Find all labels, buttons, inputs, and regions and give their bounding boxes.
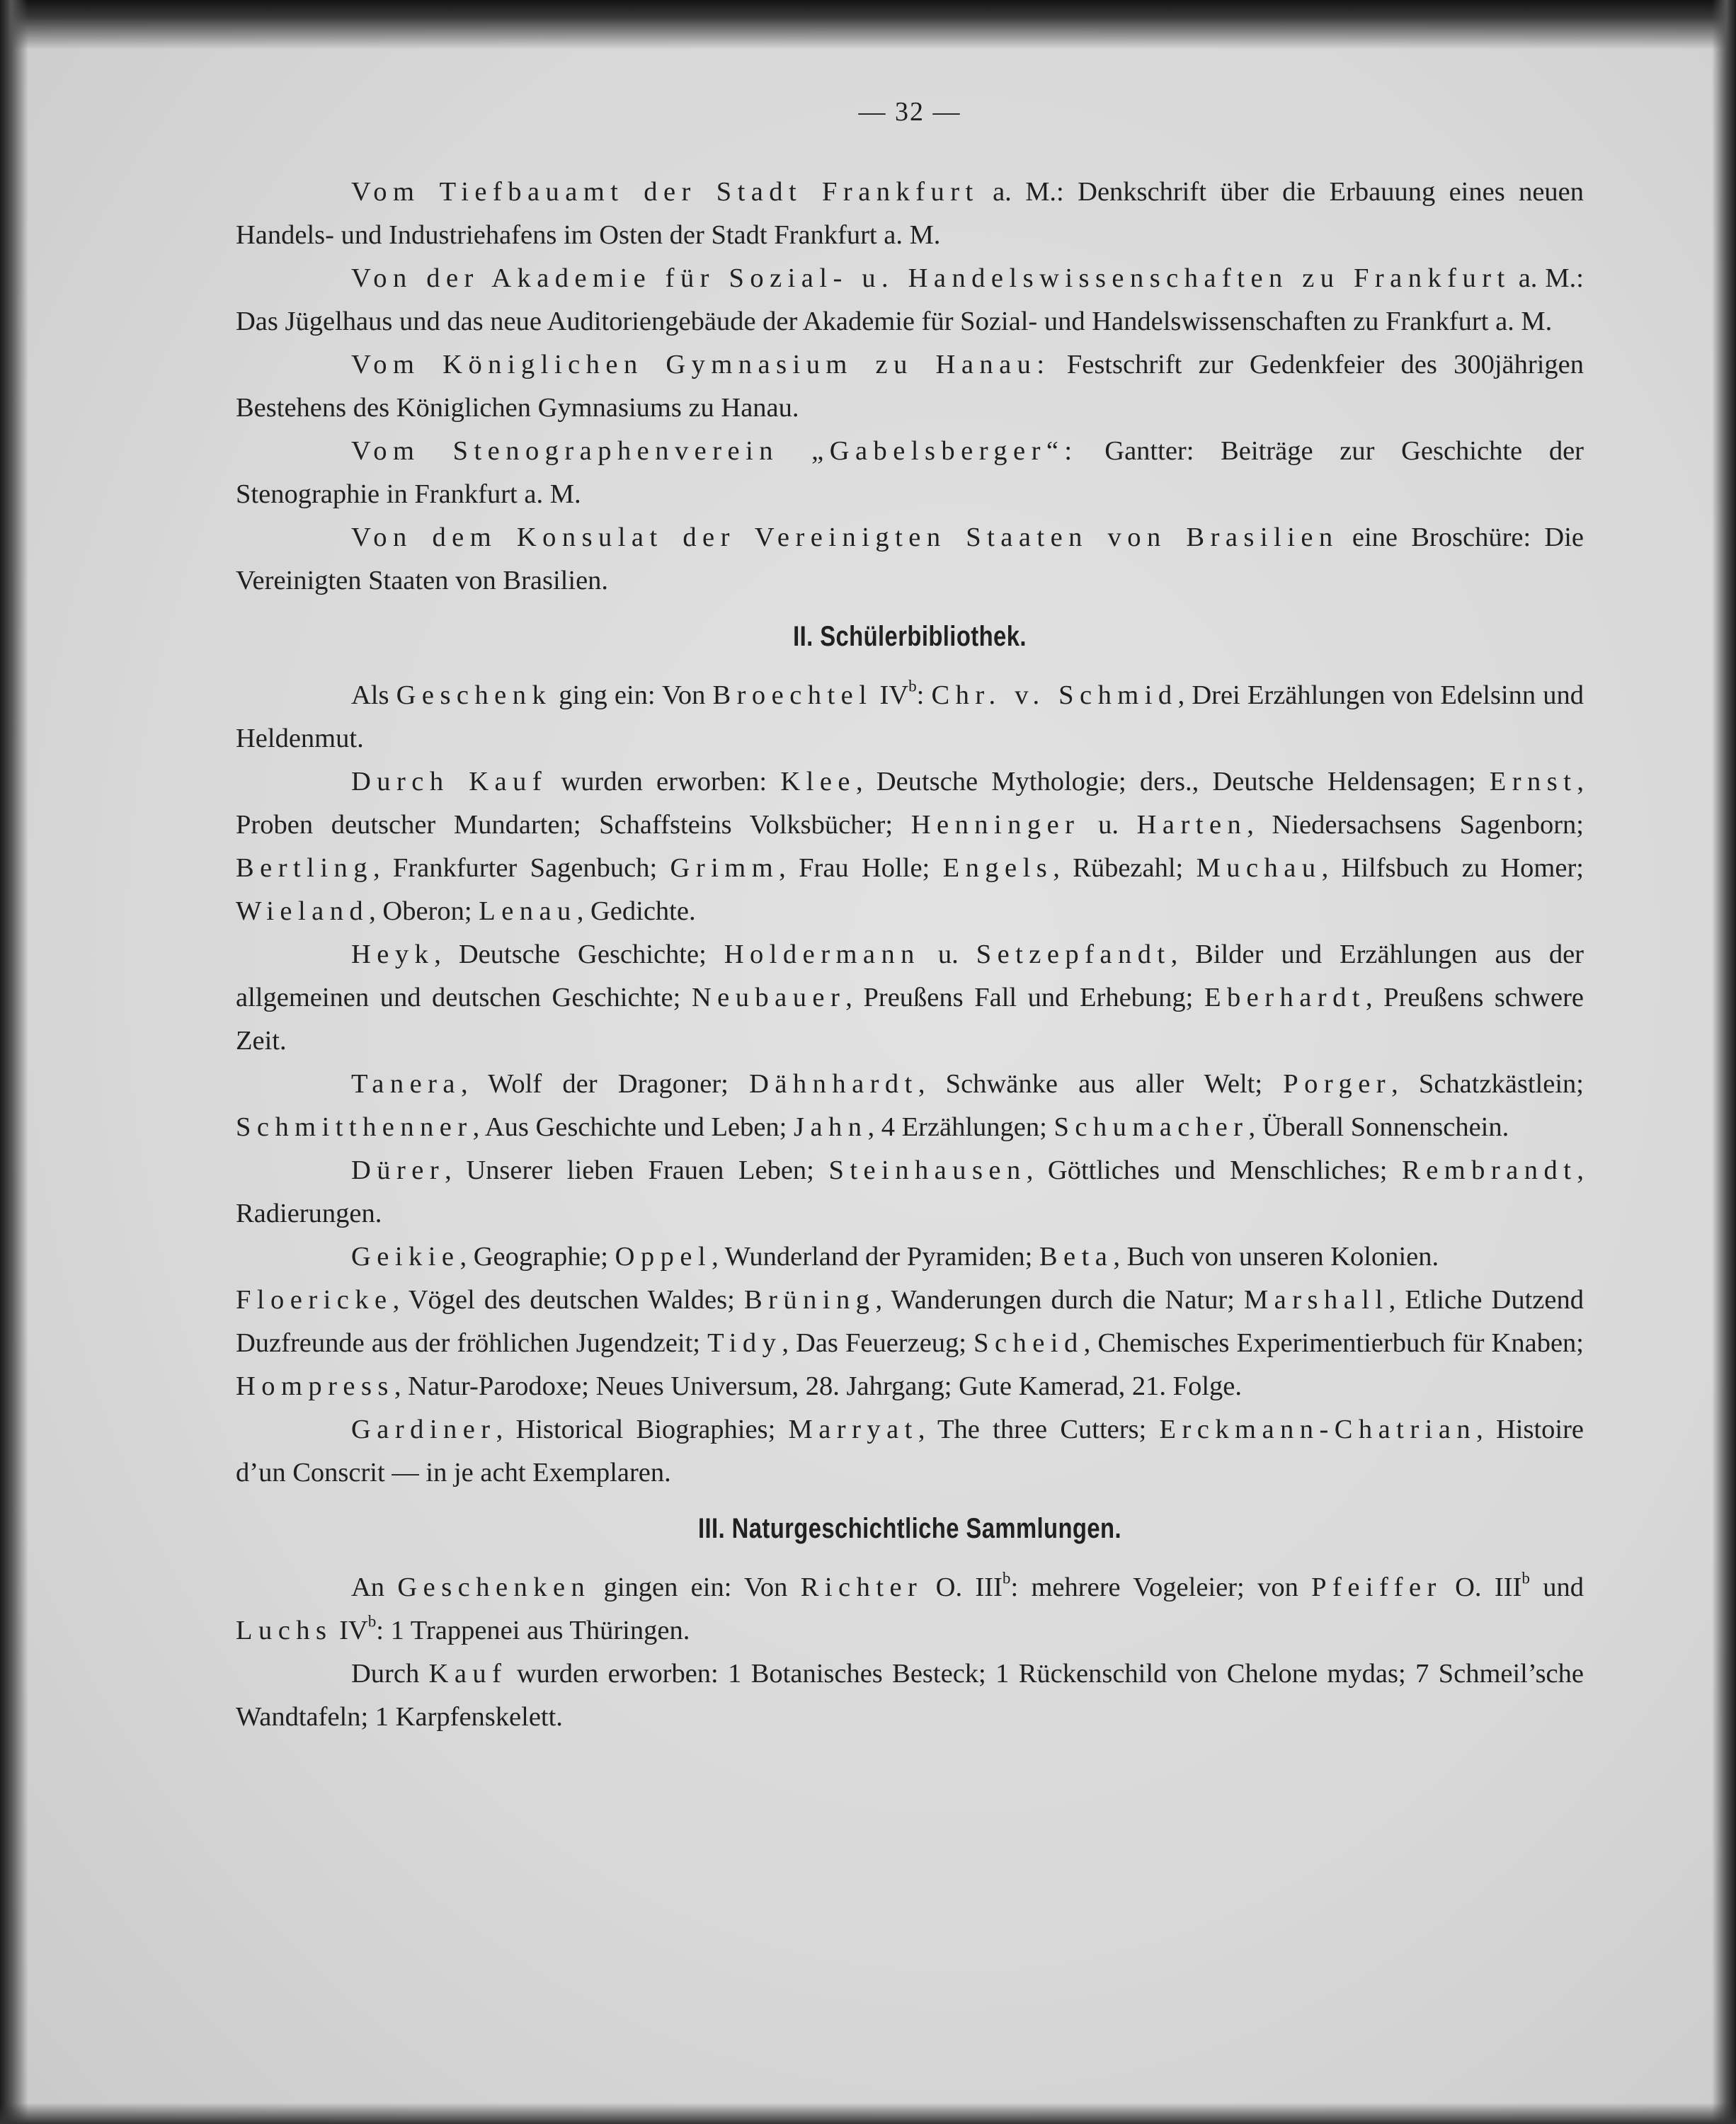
text-run: : 1 Trappenei aus Thüringen. xyxy=(376,1616,690,1645)
author-name: Geikie xyxy=(351,1242,460,1272)
author-name: Oppel xyxy=(615,1242,712,1272)
paragraph-text: a. M.: Das Jügelhaus und das neue Auditoriengebäude der Akademie für Sozial- und Handelswissenschaften zu Frankfurt a. M. xyxy=(236,263,1584,336)
text-run: gingen ein: Von xyxy=(590,1572,801,1602)
paragraph xyxy=(236,1149,1584,1235)
author-name: Tidy xyxy=(707,1328,782,1358)
text-run: , Rübezahl; xyxy=(1053,853,1197,883)
text-run: , Frankfurter Sagenbuch; xyxy=(372,853,670,883)
text-run: , Deutsche Geschichte; xyxy=(434,940,724,969)
paragraph xyxy=(236,430,1584,516)
author-name: Schumacher xyxy=(1053,1112,1249,1142)
author-name: Schmitthenner xyxy=(236,1112,473,1142)
class-label: O. III xyxy=(1441,1572,1522,1602)
text-run: , Vögel des deutschen Waldes; xyxy=(392,1285,744,1315)
class-label: IV xyxy=(872,680,909,710)
text-run: , Aus Geschichte und Leben; xyxy=(472,1112,794,1142)
text-run: u. xyxy=(1080,810,1137,840)
text-run: , Unserer lieben Frauen Leben; xyxy=(445,1155,829,1185)
text-run: , Hilfsbuch zu Homer; xyxy=(1321,853,1584,883)
section-heading-schuelerbibliothek: II. Schülerbibliothek. xyxy=(793,621,1027,652)
text-run: , Überall Sonnenschein. xyxy=(1248,1112,1509,1142)
text-run: , Etliche Dutzend Duzfreunde aus der fröhlichen Jugendzeit; xyxy=(236,1285,1584,1358)
author-name: Ernst xyxy=(1489,767,1577,796)
scan-shadow-bottom xyxy=(0,2103,1736,2124)
text-run: , Schwänke aus aller Welt; xyxy=(918,1069,1284,1099)
paragraph xyxy=(236,257,1584,343)
author-name: Marryat xyxy=(788,1415,918,1444)
author-name: Eberhardt xyxy=(1204,983,1366,1012)
paragraph xyxy=(236,760,1584,933)
author-name: Wieland xyxy=(236,896,370,926)
text-run: , 4 Erzählungen; xyxy=(867,1112,1054,1142)
spaced-term: Geschenk xyxy=(396,680,552,710)
class-label: O. III xyxy=(923,1572,1003,1602)
text-run: , Buch von unseren Kolonien. xyxy=(1113,1242,1439,1272)
author-name: Brüning xyxy=(743,1285,876,1315)
donor-name: Vom Tiefbauamt der Stadt Frankfurt xyxy=(351,177,979,207)
paragraph-text: a. M.: Denkschrift über die Erbauung eines neuen Handels- und Industriehafens im Osten der Stadt Frankfurt a. M. xyxy=(236,177,1584,250)
paragraph xyxy=(236,1279,1584,1408)
text-run: wurden erworben: xyxy=(547,767,781,796)
class-superscript: b xyxy=(1002,1568,1011,1587)
author-name: Jahn xyxy=(794,1112,868,1142)
author-name: Harten xyxy=(1136,810,1247,840)
person-name: Pfeiffer xyxy=(1311,1572,1442,1602)
author-name: Klee xyxy=(780,767,856,796)
text-run: Durch xyxy=(351,1659,429,1689)
text-run: , Frau Holle; xyxy=(779,853,943,883)
text-run: : mehrere Vogeleier; von xyxy=(1010,1572,1312,1602)
author-name: Scheid xyxy=(973,1328,1084,1358)
class-superscript: b xyxy=(1521,1568,1530,1587)
text-run: , Deutsche Mythologie; ders., Deutsche Heldensagen; xyxy=(855,767,1490,796)
text-run: wurden erworben: 1 Botanisches Besteck; 1 Rückenschild von Chelone mydas; 7 Schmeil’sche Wandtafeln; 1 Karpfenskelett. xyxy=(236,1659,1584,1732)
paragraph-text: Gantter: Beiträge zur Geschichte der Stenographie in Frankfurt a. M. xyxy=(236,436,1584,509)
paragraph-text: eine Broschüre: Die Vereinigten Staaten von Brasilien. xyxy=(236,523,1584,595)
author-name: Lenau xyxy=(479,896,577,926)
text-run: , Chemisches Experimentierbuch für Knaben; xyxy=(1083,1328,1584,1358)
paragraph xyxy=(236,1235,1584,1279)
author-name: Steinhausen xyxy=(828,1155,1027,1185)
author-name: Erckmann-Chatrian xyxy=(1159,1415,1477,1444)
paragraph xyxy=(236,1063,1584,1149)
author-name: Dürer xyxy=(351,1155,445,1185)
text-run: , Schatzkästlein; xyxy=(1391,1069,1584,1099)
text-run: , Göttliches und Menschliches; xyxy=(1026,1155,1403,1185)
text-run: , Preußens Fall und Erhebung; xyxy=(845,983,1204,1012)
donor-name: Von der Akademie für Sozial- u. Handelswissenschaften zu Frankfurt xyxy=(351,263,1511,293)
text-run: , Oberon; xyxy=(369,896,479,926)
page-number: — 32 — xyxy=(858,97,961,127)
donor-name: Vom Stenographenverein „Gabelsberger“: xyxy=(351,436,1078,466)
author-name: Hompress xyxy=(236,1371,394,1401)
author-name: Setzepfandt xyxy=(976,940,1171,969)
person-name: Broechtel xyxy=(712,680,873,710)
author-name: Grimm xyxy=(670,853,780,883)
text-run: , Histoire d’un Conscrit — in je acht Exemplaren. xyxy=(236,1415,1584,1488)
author-name: Gardiner xyxy=(351,1415,496,1444)
author-name: Floericke xyxy=(236,1285,393,1315)
text-run: , Radierungen. xyxy=(236,1155,1584,1228)
text-run: , Natur-Parodoxe; Neues Universum, 28. Jahrgang; Gute Kamerad, 21. Folge. xyxy=(394,1371,1242,1401)
author-name: Engels xyxy=(942,853,1053,883)
text-run: , Historical Biographies; xyxy=(496,1415,789,1444)
spaced-term: Durch Kauf xyxy=(351,767,548,796)
text-run: ging ein: Von xyxy=(552,680,713,710)
person-name: Luchs xyxy=(236,1616,333,1645)
text-run: : xyxy=(916,680,932,710)
paragraph xyxy=(236,516,1584,603)
donor-name: Vom Königlichen Gymnasium zu Hanau: xyxy=(351,350,1051,379)
text-run: , Bilder und Erzählungen aus der allgemeinen und deutschen Geschichte; xyxy=(236,940,1584,1012)
paragraph xyxy=(236,1652,1584,1739)
author-name: Muchau xyxy=(1196,853,1322,883)
section-heading-naturgeschichtliche-sammlungen: III. Naturgeschichtliche Sammlungen. xyxy=(697,1513,1122,1544)
author-name: Beta xyxy=(1039,1242,1114,1272)
text-run: u. xyxy=(920,940,976,969)
text-run: , Preußens schwere Zeit. xyxy=(236,983,1584,1056)
author-name: Chr. v. Schmid xyxy=(931,680,1178,710)
scan-shadow-top xyxy=(0,0,1736,50)
paragraph-text: Festschrift zur Gedenkfeier des 300jährigen Bestehens des Königlichen Gymnasiums zu Hanau. xyxy=(236,350,1584,423)
text-run: An xyxy=(351,1572,398,1602)
author-name: Bertling xyxy=(236,853,373,883)
text-run: , Wunderland der Pyramiden; xyxy=(712,1242,1039,1272)
person-name: Richter xyxy=(800,1572,923,1602)
scan-shadow-right xyxy=(1712,0,1736,2124)
author-name: Holdermann xyxy=(724,940,920,969)
author-name: Dähnhardt xyxy=(749,1069,918,1099)
text-run: und xyxy=(1529,1572,1584,1602)
text-run: , Gedichte. xyxy=(576,896,696,926)
class-superscript: b xyxy=(908,676,917,695)
spaced-term: Kauf xyxy=(428,1659,508,1689)
author-name: Porger xyxy=(1283,1069,1392,1099)
author-name: Henninger xyxy=(910,810,1080,840)
text-run: , Wolf der Dragoner; xyxy=(460,1069,750,1099)
text-run: , Proben deutscher Mundarten; Schaffsteins Volksbücher; xyxy=(236,767,1584,840)
author-name: Tanera xyxy=(351,1069,461,1099)
author-name: Neubauer xyxy=(691,983,846,1012)
text-run: , Wanderungen durch die Natur; xyxy=(875,1285,1244,1315)
paragraph xyxy=(236,171,1584,257)
text-run: , Drei Erzählungen von Edelsinn und Heldenmut. xyxy=(236,680,1584,753)
author-name: Heyk xyxy=(351,940,435,969)
text-run: , Das Feuerzeug; xyxy=(782,1328,974,1358)
paragraph xyxy=(236,674,1584,760)
scan-shadow-left xyxy=(0,0,28,2124)
donor-name: Von dem Konsulat der Vereinigten Staaten von Brasilien xyxy=(351,523,1339,552)
paragraph xyxy=(236,933,1584,1063)
class-label: IV xyxy=(332,1616,368,1645)
text-run: , Geographie; xyxy=(459,1242,615,1272)
text-run: Als xyxy=(351,680,396,710)
page-text xyxy=(236,91,1584,1739)
class-superscript: b xyxy=(367,1611,377,1631)
text-run: , The three Cutters; xyxy=(918,1415,1160,1444)
text-run: , Niedersachsens Sagenborn; xyxy=(1247,810,1584,840)
author-name: Rembrandt xyxy=(1402,1155,1577,1185)
paragraph xyxy=(236,1408,1584,1495)
spaced-term: Geschenken xyxy=(397,1572,591,1602)
paragraph xyxy=(236,343,1584,430)
paragraph xyxy=(236,1566,1584,1652)
author-name: Marshall xyxy=(1243,1285,1389,1315)
